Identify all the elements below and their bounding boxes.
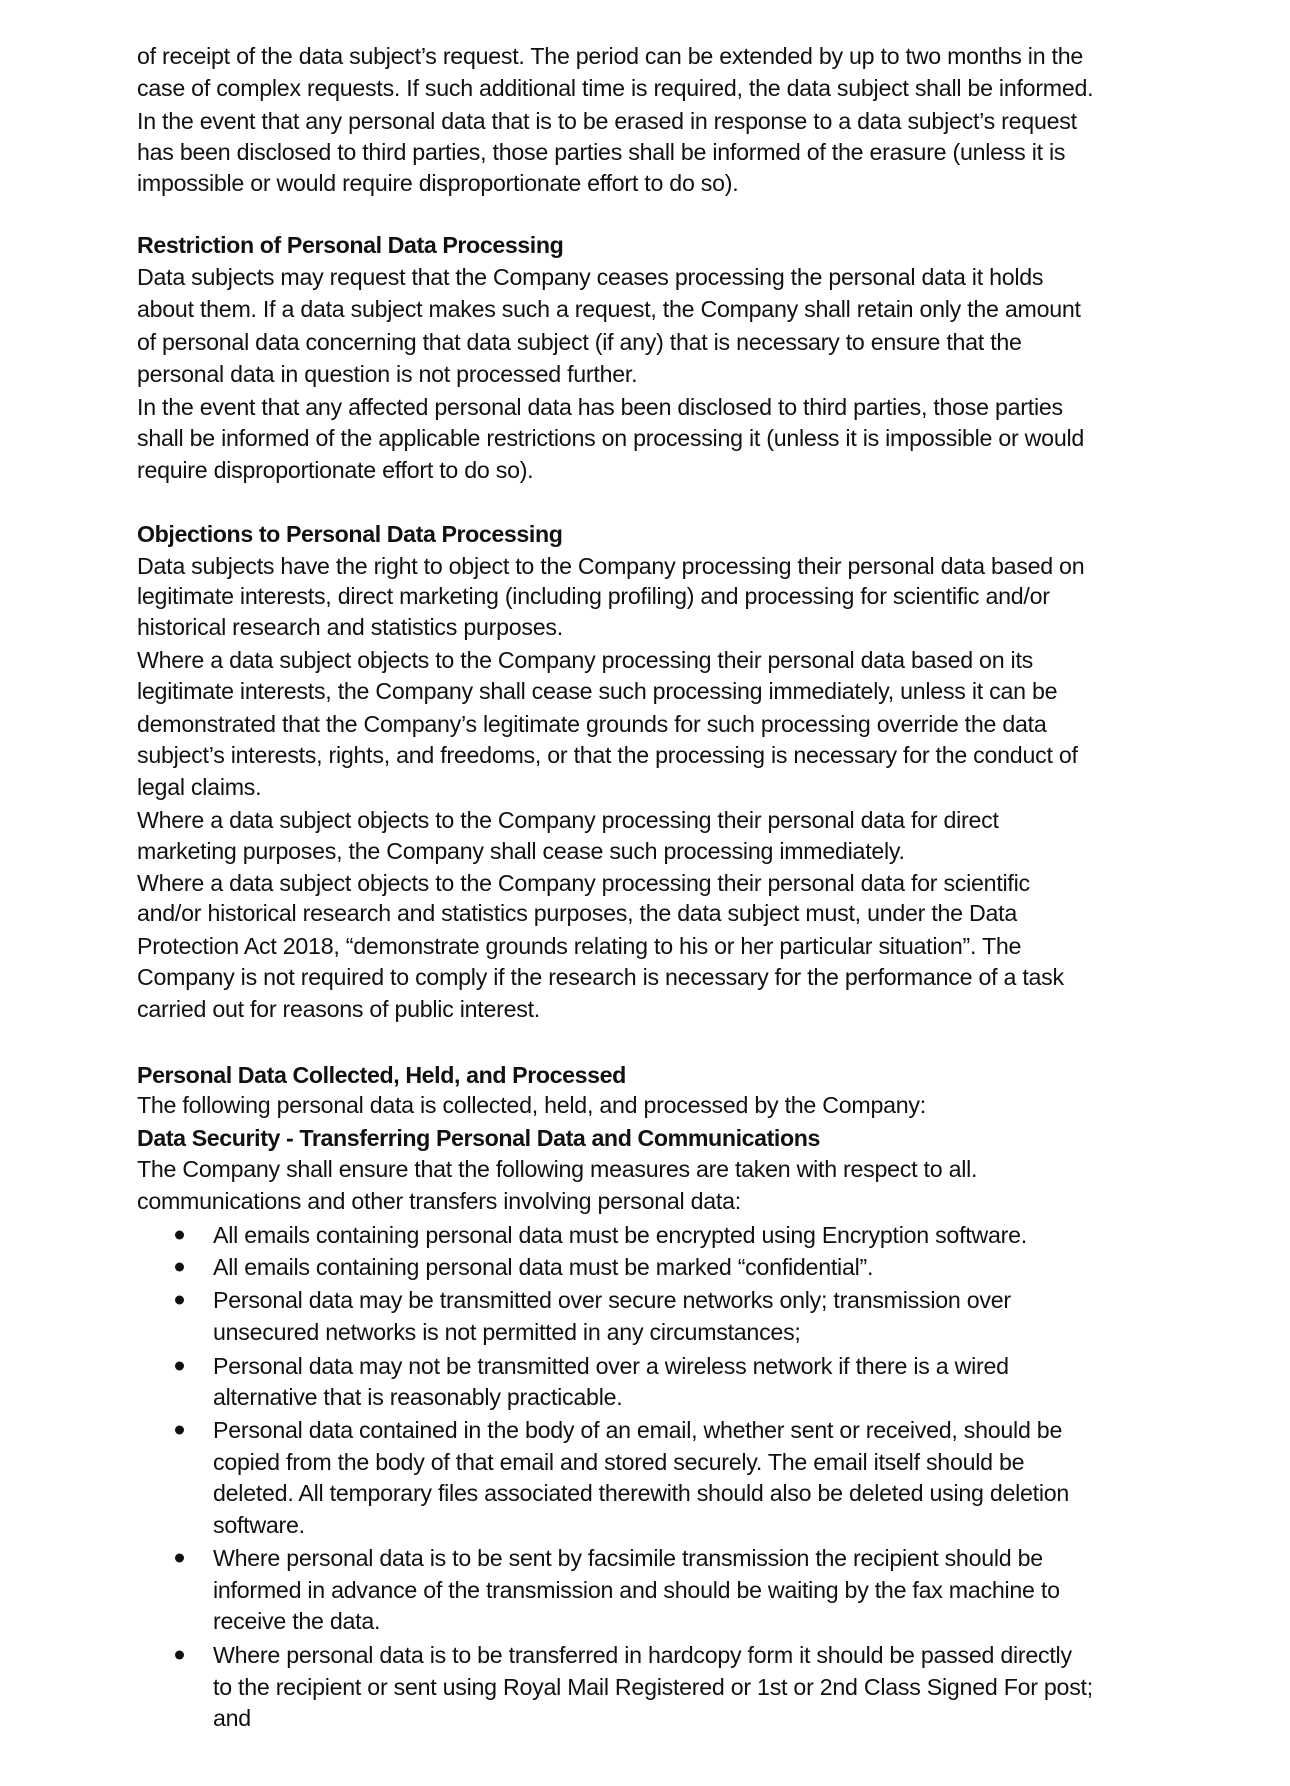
paragraph-line: has been disclosed to third parties, those parties shall be informed of the erasure (unless it is xyxy=(137,139,1066,165)
paragraph-line: carried out for reasons of public interest. xyxy=(137,996,540,1022)
list-item-line: Personal data contained in the body of an email, whether sent or received, should be xyxy=(213,1417,1063,1443)
paragraph-line: demonstrated that the Company’s legitimate grounds for such processing override the data xyxy=(137,711,1047,737)
section-heading-objections: Objections to Personal Data Processing xyxy=(137,521,563,547)
paragraph-line: of personal data concerning that data subject (if any) that is necessary to ensure that the xyxy=(137,329,1022,355)
list-item-line: Personal data may be transmitted over secure networks only; transmission over xyxy=(213,1287,1011,1313)
paragraph-line: and/or historical research and statistics purposes, the data subject must, under the Data xyxy=(137,900,1017,926)
list-item-line: receive the data. xyxy=(213,1608,381,1634)
paragraph-line: of receipt of the data subject’s request. The period can be extended by up to two months in the xyxy=(137,43,1084,69)
paragraph-line: personal data in question is not processed further. xyxy=(137,361,638,387)
paragraph-line: Where a data subject objects to the Company processing their personal data based on its xyxy=(137,647,1033,673)
list-item-line: to the recipient or sent using Royal Mail Registered or 1st or 2nd Class Signed For post; xyxy=(213,1674,1093,1700)
bullet-icon xyxy=(175,1426,184,1435)
paragraph-line: In the event that any personal data that is to be erased in response to a data subject’s request xyxy=(137,108,1077,134)
paragraph-line: shall be informed of the applicable restrictions on processing it (unless it is impossible or would xyxy=(137,425,1085,451)
list-item-line: All emails containing personal data must be marked “confidential”. xyxy=(213,1254,874,1280)
paragraph-line: The Company shall ensure that the following measures are taken with respect to all. xyxy=(137,1156,978,1182)
list-item-line: and xyxy=(213,1705,251,1731)
list-item-line: alternative that is reasonably practicable. xyxy=(213,1384,623,1410)
list-item-line: informed in advance of the transmission and should be waiting by the fax machine to xyxy=(213,1577,1060,1603)
paragraph-line: Where a data subject objects to the Company processing their personal data for scientific xyxy=(137,870,1030,896)
paragraph-line: Data subjects may request that the Company ceases processing the personal data it holds xyxy=(137,264,1044,290)
bullet-icon xyxy=(175,1362,184,1371)
paragraph-line: historical research and statistics purposes. xyxy=(137,614,563,640)
paragraph-line: The following personal data is collected, held, and processed by the Company: xyxy=(137,1092,926,1118)
paragraph-line: Company is not required to comply if the research is necessary for the performance of a task xyxy=(137,964,1064,990)
paragraph-line: subject’s interests, rights, and freedoms, or that the processing is necessary for the conduct of xyxy=(137,742,1078,768)
list-item-line: copied from the body of that email and stored securely. The email itself should be xyxy=(213,1449,1025,1475)
paragraph-line: legitimate interests, direct marketing (including profiling) and processing for scientific and/or xyxy=(137,583,1050,609)
list-item-line: Where personal data is to be sent by facsimile transmission the recipient should be xyxy=(213,1545,1043,1571)
paragraph-line: require disproportionate effort to do so). xyxy=(137,457,534,483)
paragraph-line: case of complex requests. If such additional time is required, the data subject shall be informed. xyxy=(137,75,1094,101)
paragraph-line: about them. If a data subject makes such a request, the Company shall retain only the amount xyxy=(137,296,1081,322)
paragraph-line: Where a data subject objects to the Company processing their personal data for direct xyxy=(137,807,999,833)
list-item-line: Personal data may not be transmitted over a wireless network if there is a wired xyxy=(213,1353,1009,1379)
paragraph-line: Data subjects have the right to object to the Company processing their personal data based on xyxy=(137,553,1085,579)
paragraph-line: Protection Act 2018, “demonstrate grounds relating to his or her particular situation”. The xyxy=(137,933,1022,959)
list-item-line: software. xyxy=(213,1512,305,1538)
section-heading-collected: Personal Data Collected, Held, and Processed xyxy=(137,1062,626,1088)
bullet-icon xyxy=(175,1231,184,1240)
bullet-icon xyxy=(175,1554,184,1563)
section-heading-data-security: Data Security - Transferring Personal Data and Communications xyxy=(137,1125,820,1151)
section-heading-restriction: Restriction of Personal Data Processing xyxy=(137,232,564,258)
list-item-line: Where personal data is to be transferred in hardcopy form it should be passed directly xyxy=(213,1642,1072,1668)
bullet-icon xyxy=(175,1263,184,1272)
bullet-icon xyxy=(175,1296,184,1305)
paragraph-line: impossible or would require disproportionate effort to do so). xyxy=(137,170,739,196)
list-item-line: deleted. All temporary files associated therewith should also be deleted using deletion xyxy=(213,1480,1070,1506)
list-item-line: All emails containing personal data must be encrypted using Encryption software. xyxy=(213,1222,1027,1248)
paragraph-line: legal claims. xyxy=(137,774,262,800)
list-item-line: unsecured networks is not permitted in any circumstances; xyxy=(213,1319,801,1345)
paragraph-line: communications and other transfers involving personal data: xyxy=(137,1188,741,1214)
paragraph-line: In the event that any affected personal data has been disclosed to third parties, those parties xyxy=(137,394,1063,420)
paragraph-line: legitimate interests, the Company shall cease such processing immediately, unless it can be xyxy=(137,678,1058,704)
bullet-icon xyxy=(175,1651,184,1660)
paragraph-line: marketing purposes, the Company shall cease such processing immediately. xyxy=(137,838,905,864)
